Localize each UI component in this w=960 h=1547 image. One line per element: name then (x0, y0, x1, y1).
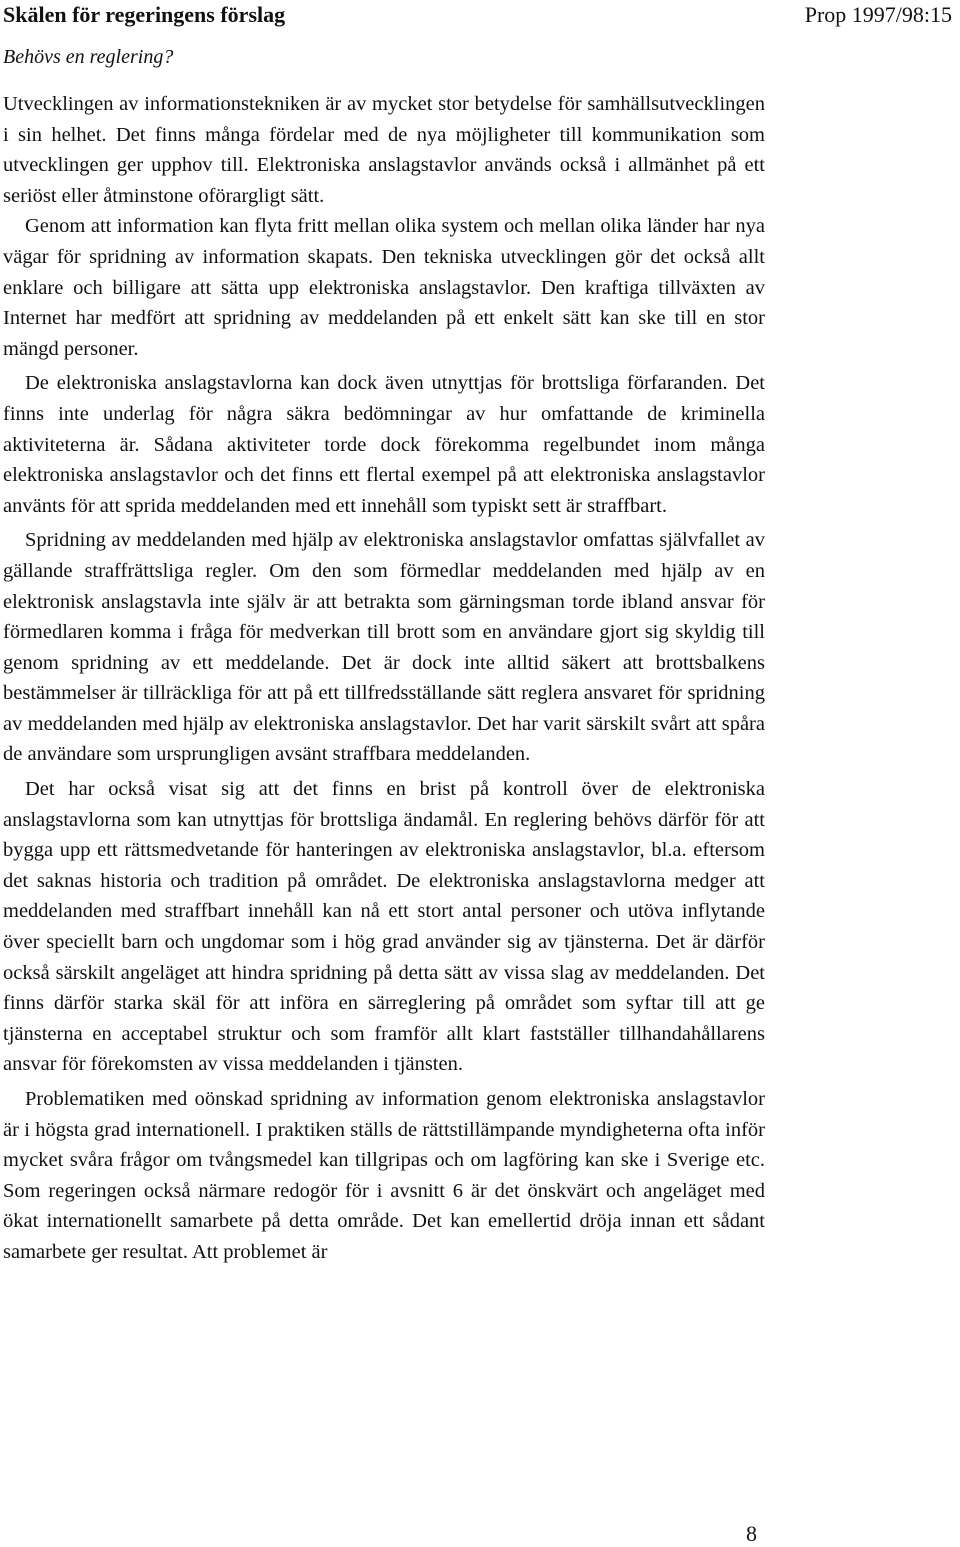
paragraph-5: Det har också visat sig att det finns en brist på kontroll över de elektroniska anslagstavlorna som kan utnyttjas för brottsliga ändamål. En reglering behövs därför för att bygga upp ett rättsmedvetande för hanteringen av elektroniska anslagstavlor, bl.a. eftersom det saknas historia och tradition på området. De elektroniska anslagstavlorna medger att meddelanden med straffbart innehåll kan nå ett stort antal personer och utöva inflytande över speciellt barn och ungdomar som i hög grad använder sig av tjänsterna. Det är därför också särskilt angeläget att hindra spridning på detta sätt av vissa slag av meddelanden. Det finns därför starka skäl för att införa en särreglering på området som syftar till att ge tjänsterna en acceptabel struktur och som framför allt klart fastställer tillhandahållarens ansvar för förekomsten av vissa meddelanden i tjänsten. (3, 778, 765, 1076)
document-reference: Prop 1997/98:15 (804, 2, 952, 27)
body-text (3, 89, 765, 1268)
section-heading: Behövs en reglering? (3, 46, 174, 68)
paragraph-4: Spridning av meddelanden med hjälp av elektroniska anslagstavlor omfattas självfallet av gällande straffrättsliga regler. Om den som förmedlar meddelanden med hjälp av en elektronisk anslagstavla inte själv är att betrakta som gärningsman torde ibland ansvar för förmedlaren komma i fråga för medverkan till brott som en användare gjort sig skyldig till genom spridning av ett meddelande. Det är dock inte alltid säkert att brottsbalkens bestämmelser är tillräckliga för att på ett tillfredsställande sätt reglera ansvaret för spridning av meddelanden med hjälp av elektroniska anslagstavlor. Det har varit särskilt svårt att spåra de användare som ursprungligen avsänt straffbara meddelanden. (3, 529, 765, 766)
paragraph-3: De elektroniska anslagstavlorna kan dock även utnyttjas för brottsliga förfaranden. Det finns inte underlag för några säkra bedömningar av hur omfattande de kriminella aktiviteterna är. Sådana aktiviteter torde dock förekomma regelbundet inom många elektroniska anslagstavlor och det finns ett flertal exempel på att elektroniska anslagstavlor använts för att sprida meddelanden med ett innehåll som typiskt sett är straffbart. (3, 372, 765, 517)
chapter-title: Skälen för regeringens förslag (3, 2, 286, 27)
page-number: 8 (746, 1521, 757, 1546)
paragraph-1: Utvecklingen av informationstekniken är av mycket stor betydelse för samhällsutvecklingen i sin helhet. Det finns många fördelar med de nya möjligheter till kommunikation som utvecklingen ger upphov till. Elektroniska anslagstavlor används också i allmänhet på ett seriöst eller åtminstone oförargligt sätt. (3, 93, 765, 207)
paragraph-2: Genom att information kan flyta fritt mellan olika system och mellan olika länder har nya vägar för spridning av information skapats. Den tekniska utvecklingen gör det också allt enklare och billigare att sätta upp elektroniska anslagstavlor. Den kraftiga tillväxten av Internet har medfört att spridning av meddelanden på ett enkelt sätt kan ske till en stor mängd personer. (3, 215, 765, 360)
paragraph-6: Problematiken med oönskad spridning av information genom elektroniska anslagstavlor är i högsta grad internationell. I praktiken ställs de rättstillämpande myndigheterna ofta inför mycket svåra frågor om tvångsmedel kan tillgripas och om lagföring kan ske i Sverige etc. Som regeringen också närmare redogör för i avsnitt 6 är det önskvärt och angeläget med ökat internationellt samarbete på detta område. Det kan emellertid dröja innan ett sådant samarbete ger resultat. Att problemet är (3, 1088, 765, 1263)
